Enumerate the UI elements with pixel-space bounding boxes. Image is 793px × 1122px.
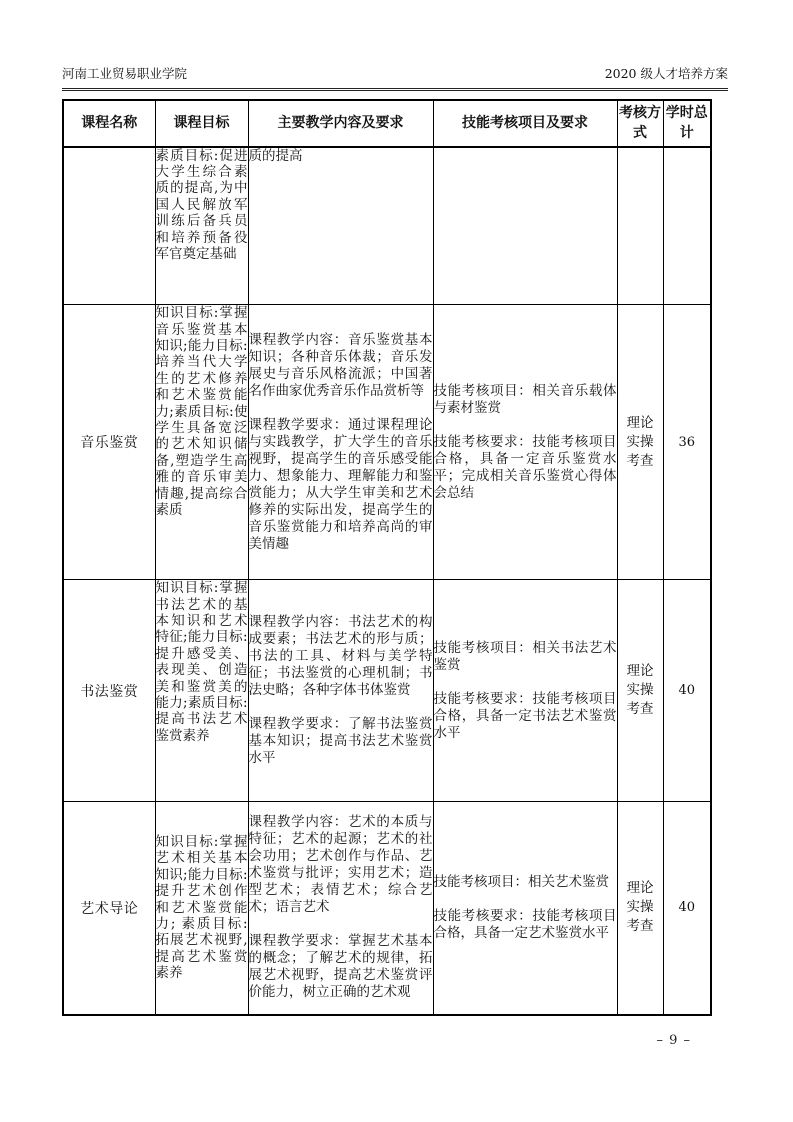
teaching-requirements-text: 课程教学要求：通过课程理论与实践教学，扩大学生的音乐视野，提高学生的音乐感受能力、想象能力、理解能力和鉴赏能力；从大学生审美和艺术修养的实际出发，提高学生的音乐鉴赏能力和培养高尚的审美情趣 xyxy=(248,416,433,552)
assessment-item-text: 技能考核项目：相关书法艺术鉴赏 xyxy=(433,639,617,673)
objectives-text: 知识目标:掌握艺术相关基本知识;能力目标:提升艺术创作和艺术鉴赏能力; 素质目标:拓展艺术视野,提高艺术鉴赏素养 xyxy=(155,834,248,982)
objectives-text: 素质目标:促进大学生综合素质的提高,为中国人民解放军训练后备兵员和培养预备役军官奠定基础 xyxy=(155,147,248,263)
skill-assessment-cell xyxy=(433,580,617,802)
teaching-requirements-text: 课程教学要求：掌握艺术基本的概念；了解艺术的规律，拓展艺术视野，提高艺术鉴赏评价能力，树立正确的艺术观 xyxy=(248,933,433,1001)
header-school-name: 河南工业贸易职业学院 xyxy=(62,66,188,81)
teaching-content-cell xyxy=(248,305,433,580)
column-header-course-name: 课程名称 xyxy=(63,100,155,147)
header-plan-title: 2020 级人才培养方案 xyxy=(604,66,728,81)
teaching-content-cell xyxy=(248,802,433,1015)
teaching-content-text: 课程教学内容：音乐鉴赏基本知识；各种音乐体裁；音乐发展史与音乐风格流派；中国著名作曲家优秀音乐作品赏析等 xyxy=(248,331,433,399)
assessment-method-cell xyxy=(617,147,663,305)
table-row-music-appreciation xyxy=(63,305,711,580)
course-objectives-cell xyxy=(155,802,248,1015)
teaching-content-cell xyxy=(248,580,433,802)
total-hours-cell: 40 xyxy=(663,802,711,1015)
assessment-requirements-text: 技能考核要求：技能考核项目合格，具备一定艺术鉴赏水平 xyxy=(433,907,617,941)
page-header xyxy=(62,64,728,91)
table-row-art-introduction xyxy=(63,802,711,1015)
teaching-content-text: 质的提高 xyxy=(248,147,303,164)
skill-assessment-cell xyxy=(433,802,617,1015)
course-name-cell: 艺术导论 xyxy=(63,802,155,1015)
total-hours-cell: 40 xyxy=(663,580,711,802)
column-header-hours: 学时总计 xyxy=(663,100,711,147)
assessment-method-text: 理论实操考查 xyxy=(626,880,654,935)
assessment-requirements-text: 技能考核要求：技能考核项目合格，具备一定书法艺术鉴赏水平 xyxy=(433,690,617,741)
course-name-cell xyxy=(63,147,155,305)
assessment-method-cell xyxy=(617,802,663,1015)
teaching-requirements-text: 课程教学要求：了解书法鉴赏基本知识；提高书法艺术鉴赏水平 xyxy=(248,716,433,767)
column-header-assessment: 技能考核项目及要求 xyxy=(433,100,617,147)
course-table xyxy=(62,99,712,1016)
objectives-text: 知识目标:掌握音乐鉴赏基本知识;能力目标:培养当代大学生的艺术修养和艺术鉴赏能力;素质目标:使学生具备宽泛的艺术知识储备,塑造学生高雅的音乐审美情趣,提高综合素质 xyxy=(155,305,248,518)
column-header-objectives: 课程目标 xyxy=(155,100,248,147)
total-hours-cell xyxy=(663,147,711,305)
assessment-method-text: 理论实操考查 xyxy=(626,414,654,469)
teaching-content-text: 课程教学内容：书法艺术的构成要素；书法艺术的形与质；书法的工具、材料与美学特征；书法鉴赏的心理机制；书法史略；各种字体书体鉴赏 xyxy=(248,614,433,699)
assessment-method-text: 理论实操考查 xyxy=(626,663,654,718)
assessment-item-text: 技能考核项目：相关音乐载体与素材鉴赏 xyxy=(433,382,617,416)
table-header-row xyxy=(63,100,711,147)
column-header-content: 主要教学内容及要求 xyxy=(248,100,433,147)
course-name-cell: 音乐鉴赏 xyxy=(63,305,155,580)
assessment-requirements-text: 技能考核要求：技能考核项目合格，具备一定音乐鉴赏水平；完成相关音乐鉴赏心得体会总结 xyxy=(433,433,617,501)
course-objectives-cell xyxy=(155,305,248,580)
assessment-method-cell xyxy=(617,305,663,580)
assessment-item-text: 技能考核项目：相关艺术鉴赏 xyxy=(433,873,609,890)
objectives-text: 知识目标:掌握书法艺术的基本知识和艺术特征;能力目标:提升感受美、表现美、创造美和鉴赏美的能力;素质目标:提高书法艺术鉴赏素养 xyxy=(155,580,248,744)
total-hours-cell: 36 xyxy=(663,305,711,580)
column-header-method: 考核方式 xyxy=(617,100,663,147)
teaching-content-cell xyxy=(248,147,433,305)
course-objectives-cell xyxy=(155,147,248,305)
teaching-content-text: 课程教学内容：艺术的本质与特征；艺术的起源；艺术的社会功用；艺术创作与作品、艺术鉴赏与批评；实用艺术；造型艺术；表情艺术；综合艺术；语言艺术 xyxy=(248,814,433,916)
assessment-method-cell xyxy=(617,580,663,802)
table-row-calligraphy-appreciation xyxy=(63,580,711,802)
skill-assessment-cell xyxy=(433,147,617,305)
course-name-cell: 书法鉴赏 xyxy=(63,580,155,802)
table-row-continuation xyxy=(63,147,711,305)
page-number: – 9 – xyxy=(656,1033,691,1048)
skill-assessment-cell xyxy=(433,305,617,580)
course-objectives-cell xyxy=(155,580,248,802)
